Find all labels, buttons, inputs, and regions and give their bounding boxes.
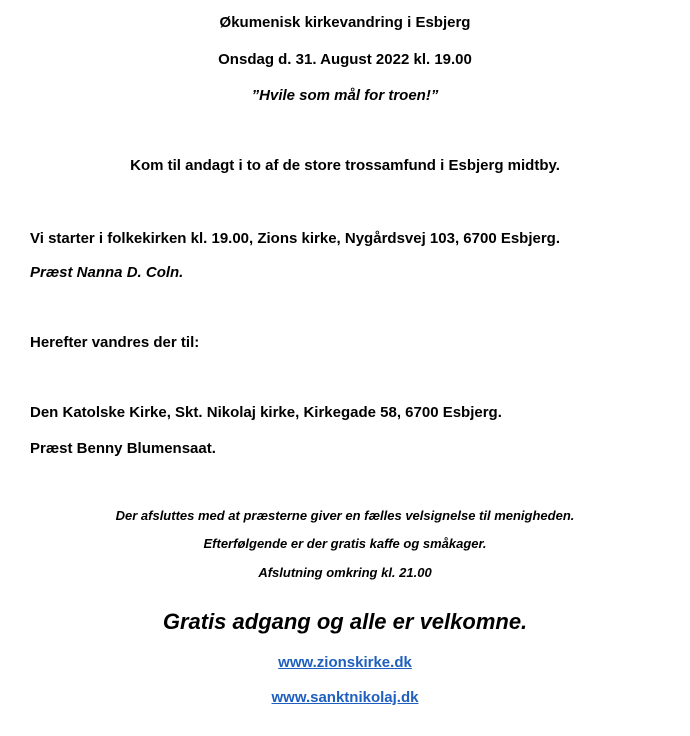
event-motto: ”Hvile som mål for troen!”: [251, 87, 439, 104]
document-title: Økumenisk kirkevandring i Esbjerg: [219, 14, 471, 31]
transition-text: Herefter vandres der til:: [30, 334, 200, 351]
zionskirke-link[interactable]: www.zionskirke.dk: [278, 654, 412, 671]
closing-blessing: Der afsluttes med at præsterne giver en fælles velsignelse til menigheden.: [115, 508, 575, 523]
sanktnikolaj-link[interactable]: www.sanktnikolaj.dk: [271, 689, 419, 706]
event-date: Onsdag d. 31. August 2022 kl. 19.00: [218, 51, 472, 68]
intro-text: Kom til andagt i to af de store trossamfund i Esbjerg midtby.: [130, 157, 560, 174]
second-stop-text: Den Katolske Kirke, Skt. Nikolaj kirke, Kirkegade 58, 6700 Esbjerg.: [30, 404, 502, 421]
second-stop-priest: Præst Benny Blumensaat.: [30, 440, 216, 457]
first-stop-text: Vi starter i folkekirken kl. 19.00, Zions kirke, Nygårdsvej 103, 6700 Esbjerg.: [30, 230, 561, 247]
closing-refreshments: Efterfølgende er der gratis kaffe og småkager.: [203, 536, 487, 551]
welcome-banner: Gratis adgang og alle er velkomne.: [162, 609, 528, 634]
closing-end-time: Afslutning omkring kl. 21.00: [258, 565, 432, 580]
first-stop-priest: Præst Nanna D. Coln.: [30, 264, 184, 281]
